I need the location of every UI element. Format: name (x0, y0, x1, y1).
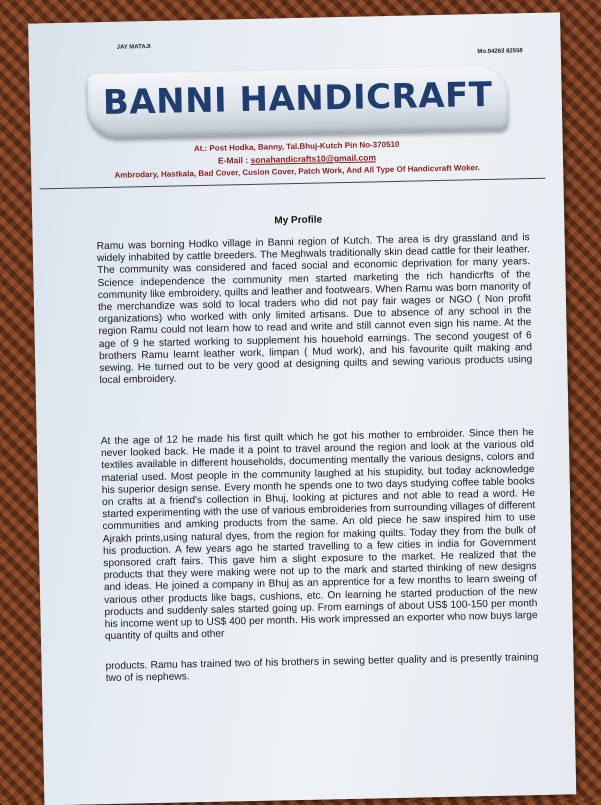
address-line: At.: Post Hodka, Banny, Tal.Bhuj-Kutch Pin No-370510 (193, 139, 400, 154)
letterhead-page (28, 12, 576, 805)
business-title: BANNI HANDICRAFT (102, 74, 493, 124)
services-line: Ambrodary, Hastkala, Bad Cover, Cusion Cover, Patch Work, And All Type Of Handicvraft Woker. (114, 163, 481, 180)
profile-paragraph-3: products. Ramu has trained two of his brothers in sewing better quality and is presently training two of is nephews. (105, 652, 539, 685)
email-link[interactable]: sonahandicrafts10@gmail.com (250, 152, 377, 165)
title-banner (87, 66, 508, 139)
email-label: E-Mail : (217, 154, 251, 166)
phone-number: Mo.94263 82558 (477, 48, 523, 56)
profile-paragraph-2: At the age of 12 he made his first quilt which he got his mother to embroider. Since then he never looked back. He made it a point to travel around the region and look at the various old textiles available in different households, documenting mentally the various designs, colors and material used. Most people in the community laughed at his stupidity, but today acknowledge his superior design sense. Every month he spends one to two days studying coffee table books on crafts at a friend's collection in Bhuj, looking at pictures and not able to read a word. He started experimenting with the use of various embroideries from surrounding villages of different communities and amking products from the same. An old piece he saw inspired him to use Ajrakh prints,using natural dyes, from the region for making quilts. Today they from the bulk of his production. A few years ago he started travelling to a few cities in india for Government sponsored craft fairs. This gave him a slight exposure to the market. He realized that the products that they were making were not up to the mark and started thinking of new designs and ideas. He joined a company in Bhuj as an apprentice for a few months to learn sweing of various other products like bags, cushions, etc. On learning he started production of the new products and suddenly sales started going up. From earnings of about US$ 100-150 per month his income went up to US$ 400 per month. His work impressed an exporter who now buys large quantity of quilts and other (100, 427, 538, 643)
greeting-text: JAY MATAJI (116, 44, 151, 51)
profile-paragraph-1: Ramu was borning Hodko village in Banni region of Kutch. The area is dry grassland and is widely inhabited by cattle breeders. The Meghwals traditionally skin dead cattle for their leather. The community was considered and faced social and economic deprivation for many years. Science independence the community men started marketing the rich handicrfts of the community like embroidery, quilts and leather and footwears. When Ramu was born manority of the merchandize was sold to local traders who did not pay fair wages or NGO ( Non profit organizations) who worked with only limited artisans. Due to absence of any school in the region Ramu could not learn how to read and write and still cannot even sign his name. At the age of 9 he started working to supplement his houehold earnings. The second yougest of 6 brothers Ramu learnt leather work, limpan ( Mud work), and his favourite quilt making and sewing. He turned out to be very good at designing quilts and sewing various products using local embroidery. (96, 232, 533, 387)
profile-heading: My Profile (274, 214, 323, 227)
